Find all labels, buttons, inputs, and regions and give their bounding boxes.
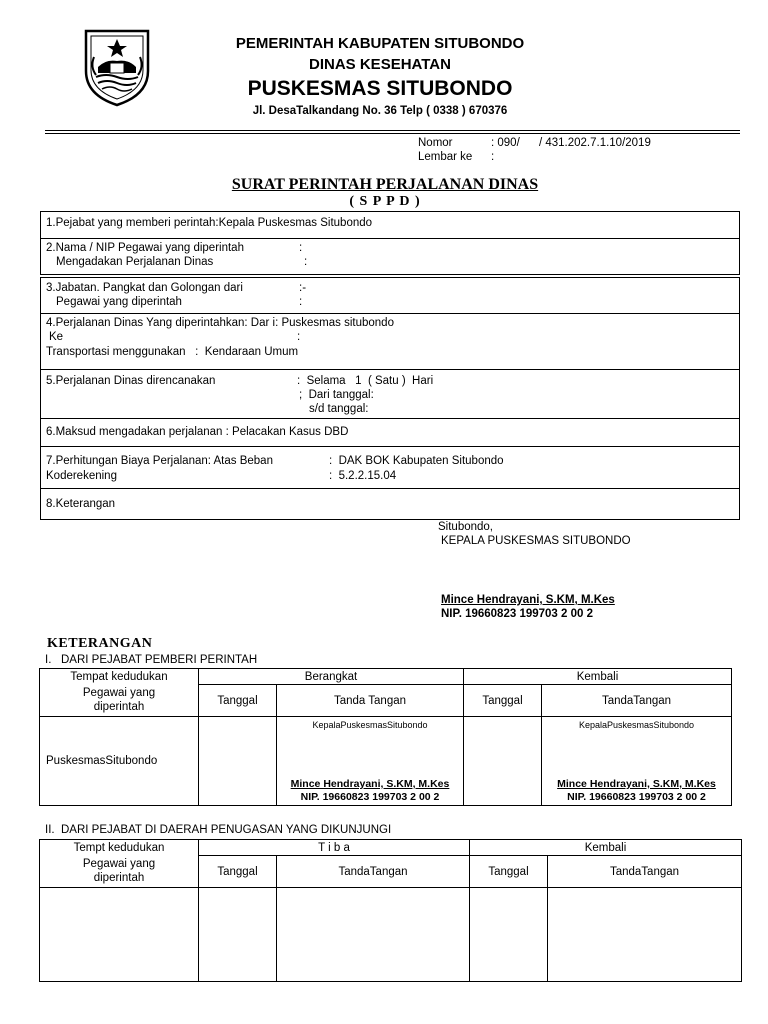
regency-crest-logo: [80, 27, 154, 107]
row2-line2: Mengadakan Perjalanan Dinas: [56, 256, 214, 268]
row5-value2: ; Dari tanggal:: [299, 389, 374, 401]
nomor-label: Nomor: [418, 137, 453, 149]
t1-header-tanda-tangan: Tanda Tangan: [277, 685, 464, 717]
row4-line3: Transportasi menggunakan : Kendaraan Umum: [46, 346, 299, 358]
t2-tanggal-cell-2: [470, 888, 548, 982]
row2-colon2: :: [304, 256, 308, 268]
header-institution: PUSKESMAS SITUBONDO: [247, 77, 513, 100]
form-row-2: [40, 238, 740, 275]
row7-line1: 7.Perhitungan Biaya Perjalanan: Atas Beban: [46, 455, 273, 467]
t1-sig-name-2: Mince Hendrayani, S.KM, M.Kes: [557, 778, 716, 790]
row6-text: 6.Maksud mengadakan perjalanan : Pelacakan Kasus DBD: [46, 426, 349, 438]
form-row-7: [40, 446, 740, 489]
t1-header-tanggal: Tanggal: [199, 685, 277, 717]
t2-signature-cell: [277, 888, 470, 982]
row5-line1: 5.Perjalanan Dinas direncanakan: [46, 375, 216, 387]
document-subtitle: ( S P P D ): [349, 194, 421, 209]
row7-line2: Koderekening: [46, 470, 117, 482]
lembar-label: Lembar ke: [418, 151, 473, 163]
signature-nip: NIP. 19660823 199703 2 00 2: [441, 608, 593, 620]
header-government: PEMERINTAH KABUPATEN SITUBONDO: [235, 35, 525, 52]
row4-line2: Ke: [49, 331, 64, 343]
t1-header-berangkat: Berangkat: [199, 669, 464, 685]
t2-place-cell: [40, 888, 199, 982]
row2-colon1: :: [299, 242, 303, 254]
row1-text: 1.Pejabat yang memberi perintah:Kepala Puskesmas Situbondo: [46, 217, 373, 229]
document-title: SURAT PERINTAH PERJALANAN DINAS: [231, 176, 539, 193]
table-pejabat-daerah-penugasan: [39, 839, 742, 982]
form-row-3: [40, 277, 740, 314]
section2-title: II. DARI PEJABAT DI DAERAH PENUGASAN YANG DIKUNJUNGI: [45, 824, 392, 836]
row3-line2: Pegawai yang diperintah: [56, 296, 182, 308]
nomor-value: : 090/ / 431.202.7.1.10/2019: [491, 137, 651, 149]
t1-header-kembali: Kembali: [464, 669, 732, 685]
section1-title: I. DARI PEJABAT PEMBERI PERINTAH: [45, 654, 258, 666]
t1-sig-title: KepalaPuskesmasSitubondo: [312, 720, 428, 730]
t1-header-tanggal-2: Tanggal: [464, 685, 542, 717]
table-pejabat-pemberi-perintah: [39, 668, 732, 806]
row8-text: 8.Keterangan: [46, 498, 116, 510]
signature-name: Mince Hendrayani, S.KM, M.Kes: [441, 594, 615, 606]
row3-colon2: :: [299, 296, 303, 308]
t2-header-pegawai: Pegawai yang diperintah: [40, 856, 199, 888]
row4-colon2: :: [297, 331, 301, 343]
t2-signature-cell-2: [548, 888, 742, 982]
form-row-6: [40, 418, 740, 447]
t1-signature-cell-2: [542, 717, 732, 806]
t2-tanggal-cell: [199, 888, 277, 982]
t2-header-tiba: T i b a: [199, 840, 470, 856]
row7-value1: : DAK BOK Kabupaten Situbondo: [329, 455, 504, 467]
row3-line1: 3.Jabatan. Pangkat dan Golongan dari: [46, 282, 243, 294]
t2-header-tanda-tangan: TandaTangan: [277, 856, 470, 888]
t1-tanggal-cell: [199, 717, 277, 806]
row7-value2: : 5.2.2.15.04: [329, 470, 397, 482]
row5-value3: s/d tanggal:: [309, 403, 369, 415]
signature-place: Situbondo,: [438, 521, 493, 533]
t2-header-tanda-tangan-2: TandaTangan: [548, 856, 742, 888]
t2-header-tanggal-2: Tanggal: [470, 856, 548, 888]
form-row-1: [40, 211, 740, 239]
t2-header-tempat: Tempt kedudukan: [40, 840, 199, 856]
t2-header-kembali: Kembali: [470, 840, 742, 856]
t1-header-pegawai: Pegawai yang diperintah: [40, 685, 199, 717]
form-row-4: [40, 313, 740, 370]
row4-line1: 4.Perjalanan Dinas Yang diperintahkan: Dar i: Puskesmas situbondo: [46, 317, 394, 329]
header-department: DINAS KESEHATAN: [309, 56, 451, 73]
t1-sig-nip: NIP. 19660823 199703 2 00 2: [300, 791, 440, 803]
header-divider: [45, 130, 740, 131]
t1-header-tempat: Tempat kedudukan: [40, 669, 199, 685]
t1-header-tanda-tangan-2: TandaTangan: [542, 685, 732, 717]
form-row-5: [40, 369, 740, 419]
t1-tanggal-cell-2: [464, 717, 542, 806]
t1-sig-title-2: KepalaPuskesmasSitubondo: [578, 720, 695, 730]
header-divider-double: [45, 133, 740, 134]
form-row-8: [40, 488, 740, 520]
row3-colon1: :-: [299, 282, 307, 294]
row2-line1: 2.Nama / NIP Pegawai yang diperintah: [46, 242, 244, 254]
t1-sig-nip-2: NIP. 19660823 199703 2 00 2: [567, 791, 706, 803]
signature-position: KEPALA PUSKESMAS SITUBONDO: [441, 535, 631, 547]
t1-signature-cell: [277, 717, 464, 806]
header-address: Jl. DesaTalkandang No. 36 Telp ( 0338 ) 670376: [252, 105, 508, 117]
row5-value1: : Selama 1 ( Satu ) Hari: [297, 375, 434, 387]
lembar-value: :: [491, 151, 495, 163]
keterangan-heading: KETERANGAN: [47, 636, 153, 651]
t1-sig-name: Mince Hendrayani, S.KM, M.Kes: [290, 778, 450, 790]
t1-place-cell: PuskesmasSitubondo: [40, 717, 199, 806]
t2-header-tanggal: Tanggal: [199, 856, 277, 888]
